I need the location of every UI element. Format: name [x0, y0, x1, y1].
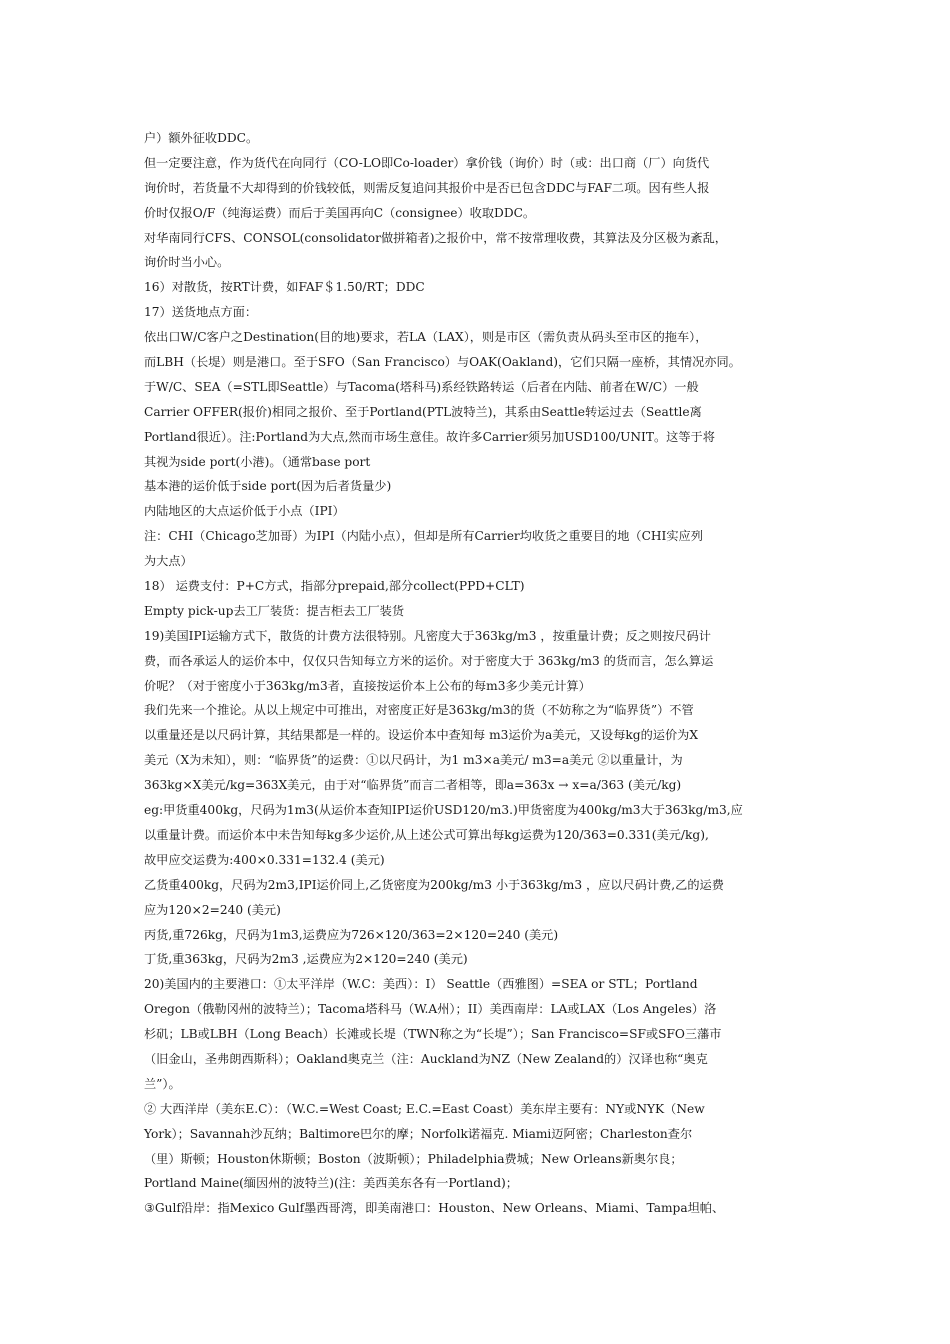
text-line: 于W/C、SEA（=STL即Seattle）与Tacoma(塔科马)系经铁路转运（后者在内陆、前者在W/C）一般	[144, 379, 699, 394]
text-line: ③Gulf沿岸：指Mexico Gulf墨西哥湾，即美南港口：Houston、New Orleans、Miami、Tampa坦帕、	[144, 1201, 725, 1216]
document-body	[144, 126, 814, 1221]
text-line: Portland很近）。注:Portland为大点,然而市场生意佳。故许多Carrier须另加USD100/UNIT。这等于将	[144, 429, 715, 444]
text-line: 费，而各承运人的运价本中，仅仅只告知每立方米的运价。对于密度大于 363kg/m3 的货而言，怎么算运	[144, 653, 714, 668]
text-line: 询价时当小心。	[144, 255, 230, 270]
text-line: 丙货,重726kg，尺码为1m3,运费应为726×120/363=2×120=240 (美元)	[144, 927, 559, 942]
text-line: 户）额外征收DDC。	[144, 131, 259, 145]
text-line: ② 大西洋岸（美东E.C）：（W.C.=West Coast; E.C.=East Coast）美东岸主要有：NY或NYK（New	[144, 1101, 705, 1116]
text-line: 价时仅报O/F（纯海运费）而后于美国再向C（consignee）收取DDC。	[144, 205, 536, 220]
text-line: 依出口W/C客户之Destination(目的地)要求，若LA（LAX），则是市区（需负责从码头至市区的拖车），	[144, 330, 708, 345]
text-line: 19)美国IPI运输方式下，散货的计费方法很特别。凡密度大于363kg/m3 ，按重量计费；反之则按尺码计	[144, 628, 711, 643]
text-line: York）；Savannah沙瓦纳；Baltimore巴尔的摩；Norfolk诺福克. Miami迈阿密；Charleston查尔	[144, 1126, 693, 1141]
text-line: 18） 运费支付：P+C方式，指部分prepaid,部分collect(PPD+CLT)	[144, 579, 525, 594]
text-line: 对华南同行CFS、CONSOL(consolidator做拼箱者)之报价中，常不按常理收费，其算法及分区极为紊乱，	[144, 230, 727, 245]
text-line: 乙货重400kg，尺码为2m3,IPI运价同上,乙货密度为200kg/m3 小于363kg/m3 ，应以尺码计费,乙的运费	[144, 877, 724, 892]
text-line: 20)美国内的主要港口：①太平洋岸（W.C：美西）：I） Seattle（西雅图）=SEA or STL；Portland	[144, 977, 698, 992]
text-line: 以重量计费。而运价本中未告知每kg多少运价,从上述公式可算出每kg运费为120/363=0.331(美元/kg),	[144, 827, 709, 842]
text-line: eg:甲货重400kg，尺码为1m3(从运价本查知IPI运价USD120/m3.)甲货密度为400kg/m3大于363kg/m3,应	[144, 803, 743, 818]
text-line: 价呢？（对于密度小于363kg/m3者，直接按运价本上公布的每m3多少美元计算）	[144, 678, 591, 693]
text-line: 注：CHI（Chicago芝加哥）为IPI（内陆小点），但却是所有Carrier均收货之重要目的地（CHI实应列	[144, 529, 703, 544]
text-line: 以重量还是以尺码计算，其结果都是一样的。设运价本中查知每 m3运价为a美元，又设每kg的运价为X	[144, 728, 699, 743]
text-line: 丁货,重363kg，尺码为2m3 ,运费应为2×120=240 (美元)	[144, 952, 468, 967]
text-line: 其视为side port(小港)。（通常base port	[144, 454, 371, 469]
text-line: 基本港的运价低于side port(因为后者货量少)	[144, 479, 392, 494]
text-line: 应为120×2=240 (美元)	[144, 902, 281, 917]
text-line: 兰”）。	[144, 1076, 181, 1091]
text-line: 363kg×X美元/kg=363X美元，由于对“临界货”而言二者相等，即a=363x → x=a/363 (美元/kg)	[144, 778, 682, 793]
text-line: 为大点）	[144, 554, 193, 569]
text-line: 但一定要注意，作为货代在向同行（CO-LO即Co-loader）拿价钱（询价）时（或：出口商（厂）向货代	[144, 155, 710, 170]
text-line: 内陆地区的大点运价低于小点（IPI）	[144, 504, 345, 519]
text-line: 17）送货地点方面：	[144, 305, 258, 320]
text-line: Oregon（俄勒冈州的波特兰）；Tacoma塔科马（W.A州）；II）美西南岸：LA或LAX（Los Angeles）洛	[144, 1002, 717, 1017]
text-line: Portland Maine(缅因州的波特兰)(注：美西美东各有一Portland)；	[144, 1176, 518, 1191]
text-line: 我们先来一个推论。从以上规定中可推出，对密度正好是363kg/m3的货（不妨称之为“临界货”）不管	[144, 703, 694, 718]
text-line: 而LBH（长堤）则是港口。至于SFO（San Francisco）与OAK(Oakland)，它们只隔一座桥，其情况亦同。	[144, 355, 741, 370]
text-line: 16）对散货，按RT计费，如FAF＄1.50/RT；DDC	[144, 280, 425, 295]
text-line: （里）斯顿；Houston休斯顿；Boston（波斯顿）；Philadelphia费城；New Orleans新奥尔良；	[144, 1151, 683, 1166]
text-line: 美元（X为未知），则：“临界货”的运费：①以尺码计，为1 m3×a美元/ m3=a美元 ②以重量计，为	[144, 753, 683, 768]
text-line: Empty pick-up去工厂装货：提吉柜去工厂装货	[144, 603, 405, 618]
text-line: 杉矶；LB或LBH（Long Beach）长滩或长堤（TWN称之为“长堤”）；San Francisco=SF或SFO三藩市	[144, 1027, 722, 1042]
text-line: Carrier OFFER(报价)相同之报价、至于Portland(PTL波特兰)，其系由Seattle转运过去（Seattle离	[144, 404, 702, 419]
text-line: 询价时，若货量不大却得到的价钱较低，则需反复追问其报价中是否已包含DDC与FAF二项。因有些人报	[144, 180, 710, 195]
text-line: （旧金山，圣弗朗西斯科）；Oakland奥克兰（注：Auckland为NZ（New Zealand的）汉译也称“奥克	[144, 1051, 708, 1066]
text-line: 故甲应交运费为:400×0.331=132.4 (美元)	[144, 852, 385, 867]
